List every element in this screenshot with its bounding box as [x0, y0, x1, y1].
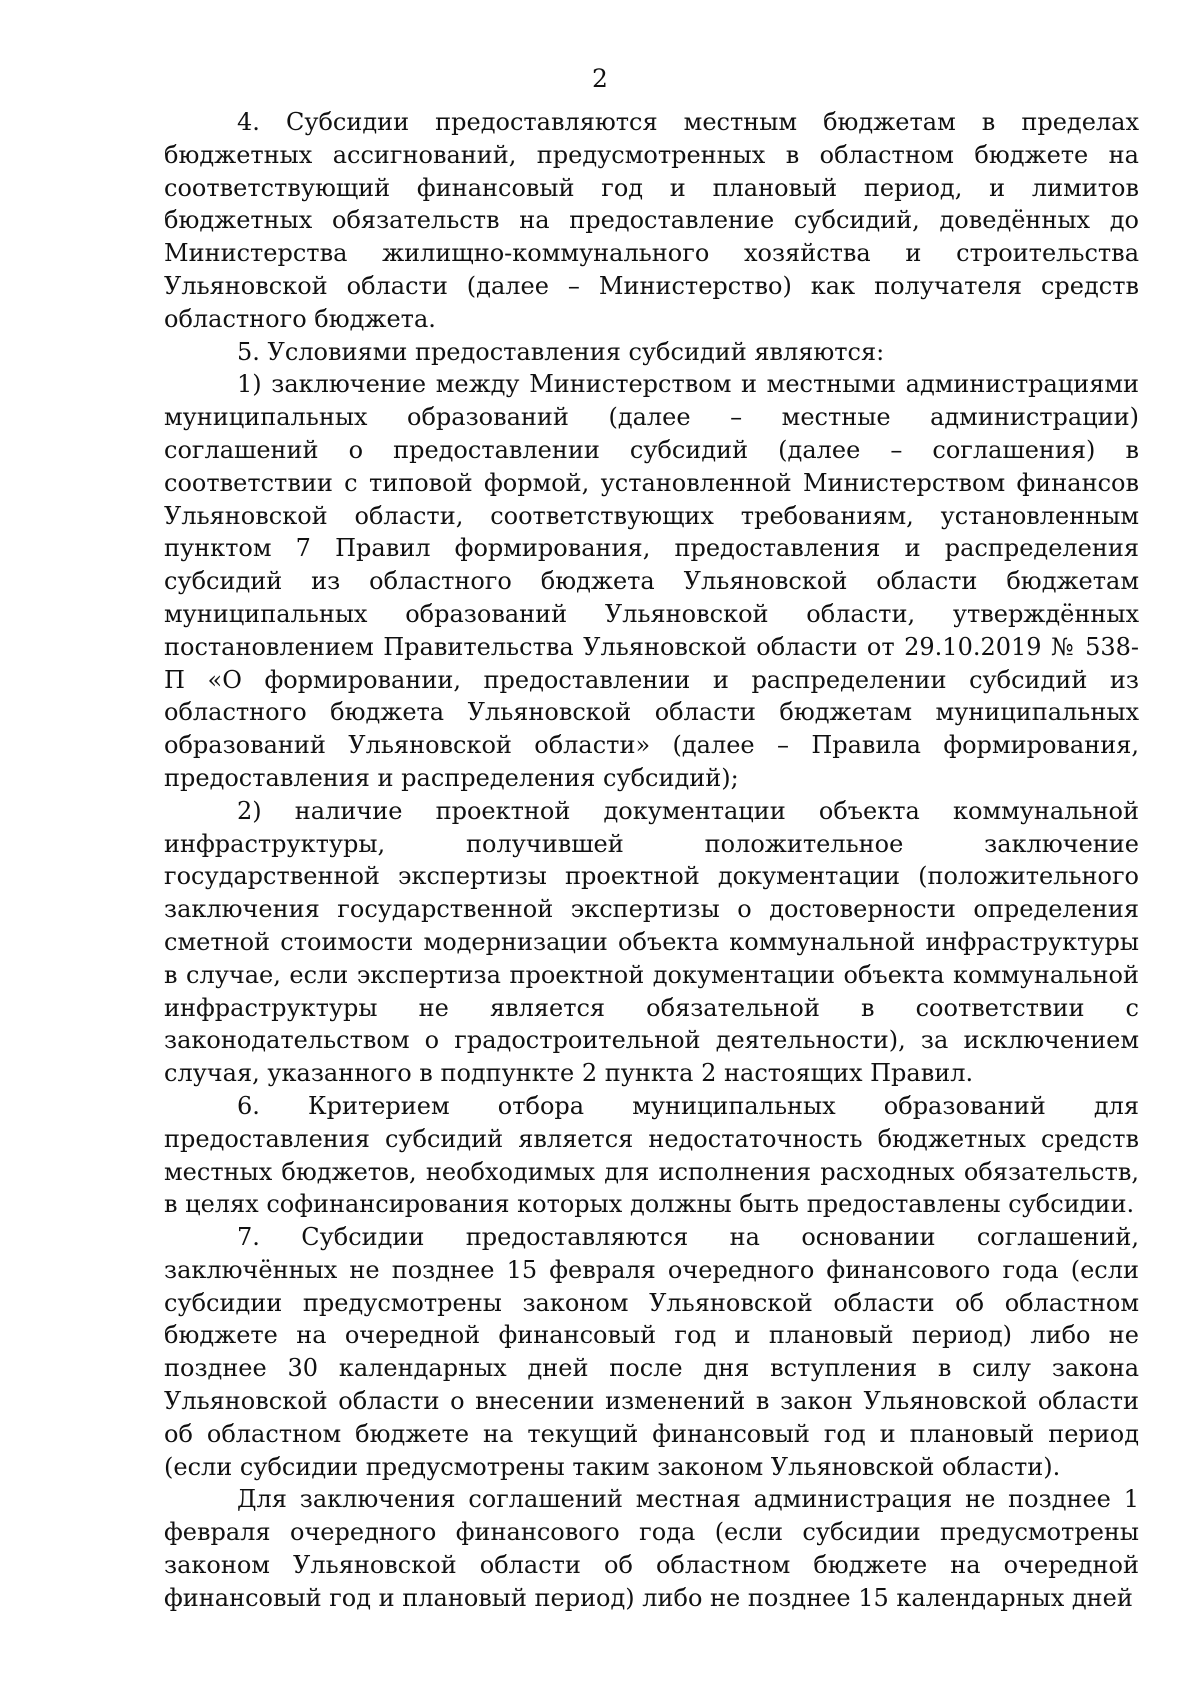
document-body	[164, 106, 1139, 1615]
paragraph-subitem-5-1: 1) заключение между Министерством и местными администрациями муниципальных образований (далее – местные администрации) соглашений о предоставлении субсидий (далее – соглашения) в соответствии с типовой формой, установленной Министерством финансов Ульяновской области, соответствующих требованиям, установленным пунктом 7 Правил формирования, предоставления и распределения субсидий из областного бюджета Ульяновской области бюджетам муниципальных образований Ульяновской области, утверждённых постановлением Правительства Ульяновской области от 29.10.2019 № 538-П «О формировании, предоставлении и распределении субсидий из областного бюджета Ульяновской области бюджетам муниципальных образований Ульяновской области» (далее – Правила формирования, предоставления и распределения субсидий);	[164, 370, 1139, 792]
paragraph-subitem-5-2: 2) наличие проектной документации объекта коммунальной инфраструктуры, получившей положительное заключение государственной экспертизы проектной документации (положительного заключения государственной экспертизы о достоверности определения сметной стоимости модернизации объекта коммунальной инфраструктуры в случае, если экспертиза проектной документации объекта коммунальной инфраструктуры не является обязательной в соответствии с законодательством о градостроительной деятельности), за исключением случая, указанного в подпункте 2 пункта 2 настоящих Правил.	[164, 796, 1139, 1088]
paragraph-item-6: 6. Критерием отбора муниципальных образований для предоставления субсидий является недостаточность бюджетных средств местных бюджетов, необходимых для исполнения расходных обязательств, в целях софинансирования которых должны быть предоставлены субсидии.	[164, 1091, 1139, 1219]
paragraph-item-5: 5. Условиями предоставления субсидий являются:	[237, 337, 885, 366]
paragraph-item-4: 4. Субсидии предоставляются местным бюджетам в пределах бюджетных ассигнований, предусмотренных в областном бюджете на соответствующий финансовый год и плановый период, и лимитов бюджетных обязательств на предоставление субсидий, доведённых до Министерства жилищно-коммунального хозяйства и строительства Ульяновской области (далее – Министерство) как получателя средств областного бюджета.	[164, 108, 1139, 333]
paragraph-item-7-continuation: Для заключения соглашений местная администрация не позднее 1 февраля очередного финансового года (если субсидии предусмотрены законом Ульяновской области об областном бюджете на очередной финансовый год и плановый период) либо не позднее 15 календарных дней	[164, 1485, 1139, 1612]
page-number: 2	[592, 64, 608, 93]
paragraph-item-7: 7. Субсидии предоставляются на основании соглашений, заключённых не позднее 15 февраля очередного финансового года (если субсидии предусмотрены законом Ульяновской области об областном бюджете на очередной финансовый год и плановый период) либо не позднее 30 календарных дней после дня вступления в силу закона Ульяновской области о внесении изменений в закон Ульяновской области об областном бюджете на текущий финансовый год и плановый период (если субсидии предусмотрены таким законом Ульяновской области).	[164, 1223, 1139, 1481]
